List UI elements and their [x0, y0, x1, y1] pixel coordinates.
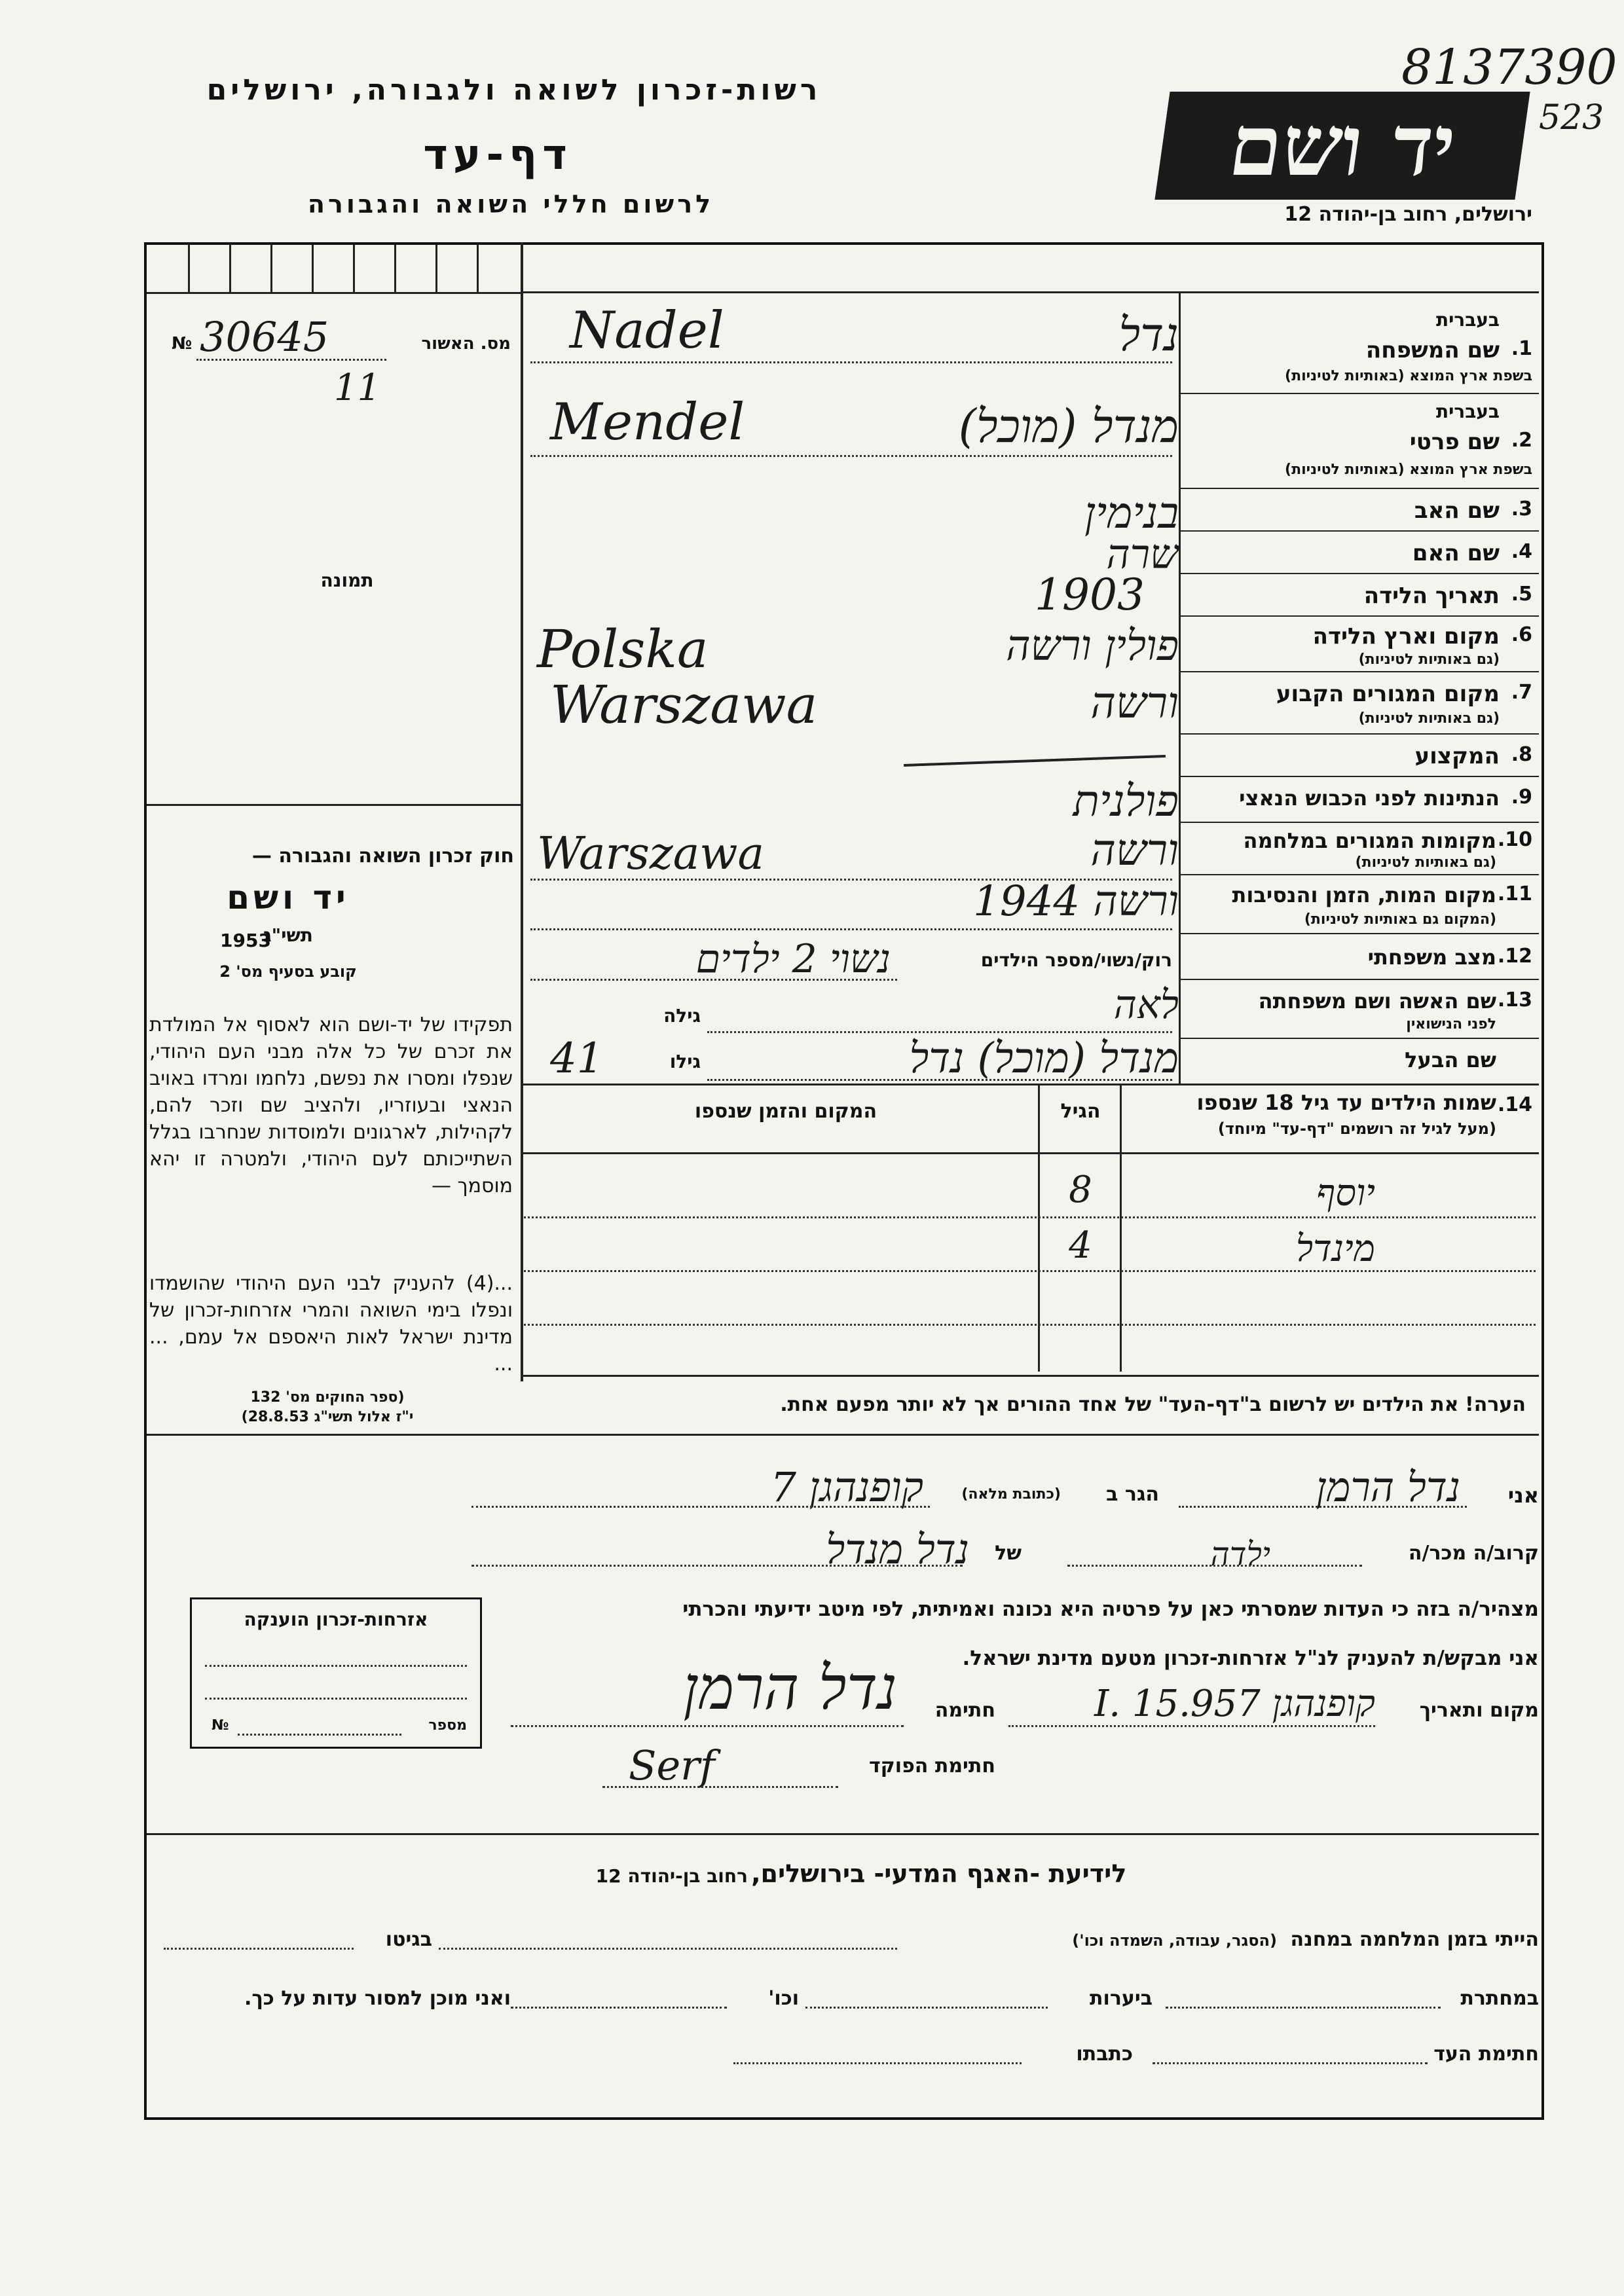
citizenship-number-prefix: №	[212, 1717, 229, 1734]
footer-line1-a: הייתי בזמן המלחמה במחנה	[1290, 1928, 1539, 1951]
field9-value[interactable]: פולנית	[1073, 776, 1179, 826]
field11-label: מקום המות, הזמן והנסיבות	[1232, 883, 1496, 907]
yv-address: ירושלים, רחוב בן-יהודה 12	[1284, 203, 1532, 226]
footer-line2-d: ואני מוכן למסור עדות על כך.	[244, 1987, 511, 2010]
children-num: 14.	[1497, 1093, 1532, 1116]
form-title: דף-עד	[423, 131, 572, 179]
law-ref-2: י"ז אלול תשי"ג 28.8.53)	[241, 1409, 414, 1425]
field10-latin[interactable]: Warszawa	[537, 828, 765, 880]
law-name: יד ושם	[227, 879, 350, 917]
field8-num: 8.	[1511, 743, 1532, 766]
decl-address[interactable]: קופנהגן 7	[770, 1463, 923, 1511]
field2-note-top: בעברית	[1435, 401, 1500, 422]
field4-value[interactable]: שרה	[1106, 530, 1179, 578]
footer-address: רחוב בן-יהודה 12	[595, 1865, 748, 1887]
approval-underline	[196, 359, 386, 361]
field12-label: מצב משפחתי	[1367, 945, 1496, 970]
field11-note: (המקום גם באותיות לטיניות)	[1304, 911, 1496, 928]
field6-num: 6.	[1511, 623, 1532, 646]
footer-line2-a: במחתרת	[1460, 1987, 1539, 2010]
footer-line2-c: וכו'	[768, 1987, 799, 2010]
field1-note: בשפת ארץ המוצא (באותיות לטיניות)	[1285, 368, 1532, 384]
field11-num: 11.	[1497, 883, 1532, 905]
decl-statement: מצהיר/ה בזה כי העדות שמסרתי כאן על פרטיה היא נכונה ואמיתית, לפי מיטב ידיעתי והכרתי	[682, 1597, 1539, 1621]
field7-note: (גם באותיות לטיניות)	[1358, 710, 1500, 727]
decl-request: אני מבקש/ת להעניק לנ"ל אזרחות-זכרון מטעם מדינת ישראל.	[962, 1647, 1539, 1670]
citizenship-number-label: מספר	[428, 1717, 467, 1734]
citizenship-title: אזרחות-זכרון הוענקה	[244, 1609, 428, 1630]
note-line	[537, 1393, 1526, 1416]
husband-inline-label: גילו	[669, 1051, 701, 1072]
field9-num: 9.	[1511, 786, 1532, 809]
field6-latin[interactable]: Polska	[537, 619, 709, 680]
footer-title: לידיעת -האגף המדעי- בירושלים,	[751, 1859, 1127, 1888]
husband-value[interactable]: מנדל (מוכל) נדל	[909, 1034, 1179, 1083]
field7-num: 7.	[1511, 681, 1532, 704]
field6-hebrew[interactable]: פולין ורשה	[1006, 622, 1179, 670]
field1-label: שם המשפחה	[1365, 337, 1500, 363]
field13-inline-label: גילה	[663, 1005, 701, 1027]
approval-sub: 11	[334, 367, 381, 409]
field4-label: שם האם	[1412, 540, 1500, 566]
children-title: שמות הילדים עד גיל 18 שנספו	[1196, 1090, 1496, 1115]
decl-place-date[interactable]: קופנהגן I. 15.957	[1094, 1683, 1375, 1725]
citizenship-box	[190, 1597, 482, 1749]
decl-address-note: (כתובת מלאה)	[961, 1486, 1061, 1503]
field13-label: שם האשה ושם משפחתה	[1258, 989, 1496, 1013]
field5-value[interactable]: 1903	[1035, 570, 1145, 620]
child-2-age[interactable]: 4	[1069, 1224, 1092, 1267]
law-ref-1: (ספר החוקים מס' 132	[250, 1389, 405, 1406]
field10-label: מקומות המגורים במלחמה	[1243, 828, 1496, 853]
law-year-heb: תשי"ג	[263, 924, 313, 946]
footer-title-line	[262, 1859, 1460, 1888]
child-1-name[interactable]: יוסף	[1316, 1172, 1375, 1214]
footer-line3-a: חתימת העד	[1433, 2043, 1539, 2066]
field4-num: 4.	[1511, 540, 1532, 563]
field8-label: המקצוע	[1414, 743, 1500, 769]
note-text: את הילדים יש לרשום ב"דף-העד" של אחד ההורים אך לא יותר מפעם אחת.	[780, 1393, 1459, 1416]
form-subtitle: לרשום חללי השואה והגבורה	[307, 190, 714, 219]
children-title-note: (מעל לגיל זה רושמים "דף-עד" מיוחד)	[1217, 1120, 1496, 1138]
field3-value[interactable]: בנימין	[1084, 488, 1179, 538]
field7-label: מקום המגורים הקבוע	[1276, 681, 1500, 707]
footer-line1-b: בגיטו	[385, 1928, 432, 1951]
approval-no-prefix: №	[172, 334, 193, 354]
field10-hebrew[interactable]: ורשה	[1090, 825, 1179, 875]
field2-label: שם פרטי	[1409, 429, 1500, 455]
field6-label: מקום וארץ הלידה	[1312, 623, 1500, 649]
law-text-1: תפקידו של יד-ושם הוא לאסוף אל המולדת את זכרם של כל אלה מבני העם היהודי, שנפלו ומסרו את נפשם, נלחמו ומרדו באויב הנאצי ובעוזריו, ולהציב שם וזכר להם, לקהילות, לארגונים ולמוסדות שנחרבו בגלל השתייכותם לעם היהודי, ולמטרה זו יהא מוסמך —	[149, 1013, 513, 1197]
field2-hebrew[interactable]: מנדל (מוכל)	[958, 399, 1179, 453]
field10-note: (גם באותיות לטיניות)	[1355, 854, 1496, 871]
field1-latin[interactable]: Nadel	[570, 301, 724, 360]
law-year: 1953	[220, 930, 271, 951]
field2-latin[interactable]: Mendel	[550, 393, 745, 452]
footer-line2-b: ביערות	[1090, 1987, 1153, 2010]
decl-relation[interactable]: ילדה	[1210, 1535, 1270, 1573]
decl-signature[interactable]: נדל הרמן	[683, 1653, 897, 1723]
decl-resides-label: הגר ב	[1106, 1483, 1159, 1506]
field1-hebrew[interactable]: נדל	[1118, 308, 1179, 361]
decl-name[interactable]: נדל הרמן	[1316, 1463, 1460, 1511]
children-col-age: הגיל	[1060, 1100, 1101, 1123]
decl-i-label: אני	[1507, 1483, 1539, 1508]
page-number: 523	[1539, 98, 1604, 137]
approval-number: 30645	[200, 313, 329, 361]
field1-note-top: בעברית	[1435, 309, 1500, 331]
law-clause: קובע בסעיף מס' 2	[219, 962, 357, 981]
decl-relative-label: קרוב/ה מכר/ה	[1408, 1542, 1539, 1565]
law-title: חוק זכרון השואה והגבורה —	[251, 845, 514, 867]
field2-note: בשפת ארץ המוצא (באותיות לטיניות)	[1285, 462, 1532, 478]
field11-value[interactable]: ורשה 1944	[973, 877, 1179, 926]
decl-officer-signature[interactable]: Serf	[629, 1741, 715, 1789]
field12-num: 12.	[1497, 945, 1532, 968]
field12-value[interactable]: נשוי 2 ילדים	[695, 936, 891, 982]
field10-num: 10.	[1497, 828, 1532, 851]
law-text-2: ...(4) להעניק לבני העם היהודי שהושמדו ונפלו בימי השואה והמרי אזרחות-זכרון של מדינת ישראל לאות היאספם אל עמם, ... ...	[149, 1272, 513, 1376]
photo-label: תמונה	[320, 570, 374, 591]
children-col-place: המקום והזמן שנספו	[694, 1100, 877, 1123]
decl-officer-label: חתימת הפוקד	[869, 1755, 995, 1777]
field3-label: שם האב	[1414, 498, 1500, 524]
authority-title: רשות-זכרון לשואה ולגבורה, ירושלים	[206, 73, 822, 107]
decl-of-name[interactable]: נדל מנדל	[826, 1525, 969, 1573]
child-2-name[interactable]: מינדל	[1295, 1228, 1375, 1270]
field5-label: תאריך הלידה	[1363, 583, 1500, 609]
note-label: הערה!	[1465, 1393, 1526, 1416]
footer-line3-b: כתבתו	[1076, 2043, 1133, 2066]
husband-label: שם הבעל	[1405, 1048, 1496, 1072]
field13-value[interactable]: לאה	[1113, 982, 1179, 1028]
field1-num: 1.	[1511, 337, 1532, 360]
decl-signature-label: חתימה	[934, 1699, 995, 1722]
logo-text: יד ושם	[1223, 97, 1462, 195]
field13-num: 13.	[1497, 989, 1532, 1011]
field3-num: 3.	[1511, 498, 1532, 520]
yad-vashem-logo	[1154, 92, 1530, 200]
field13-note: לפני הנישואין	[1406, 1016, 1496, 1032]
approval-label: מס. האשור	[421, 334, 511, 354]
field6-note: (גם באותיות לטיניות)	[1358, 651, 1500, 668]
field5-num: 5.	[1511, 583, 1532, 606]
husband-age[interactable]: 41	[550, 1034, 604, 1083]
decl-place-date-label: מקום ותאריך	[1419, 1699, 1539, 1722]
field9-label: הנתינות לפני הכבוש הנאצי	[1239, 786, 1500, 811]
child-1-age[interactable]: 8	[1069, 1169, 1092, 1211]
field7-latin[interactable]: Warszawa	[550, 674, 818, 735]
footer-line1-note: (הסגר, עבודה, השמדה וכו')	[1072, 1931, 1277, 1950]
checkbox-grid	[147, 245, 521, 295]
field12-inline-label: רוק/נשוי/מספר הילדים	[980, 949, 1172, 971]
archive-number: 8137390	[1401, 39, 1617, 96]
field2-num: 2.	[1511, 429, 1532, 452]
field7-hebrew[interactable]: ורשה	[1090, 678, 1179, 728]
decl-of-label: של	[995, 1542, 1022, 1565]
